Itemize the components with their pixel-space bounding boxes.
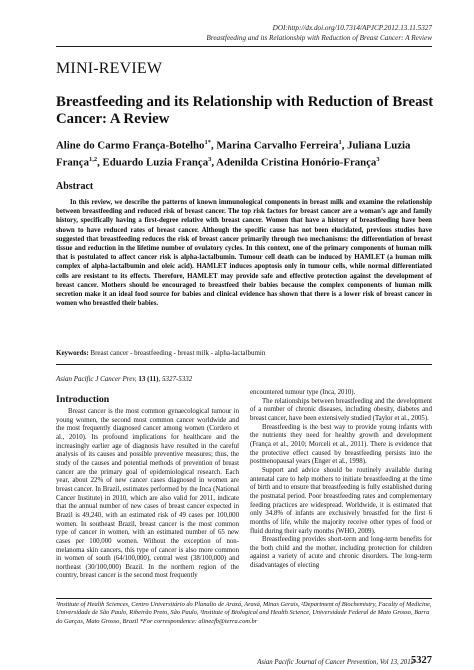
body-paragraph: Breastfeeding provides short-term and long-term benefits for the both child and the mother, including protection for children against a variety of acute and chronic disorders. The long-term disadvantages of electing xyxy=(250,536,432,570)
keywords xyxy=(56,349,432,358)
left-column xyxy=(56,408,239,581)
author-5: Adenilda Cristina Honório-França xyxy=(216,156,377,169)
citation-pages: , 5327-5332 xyxy=(158,375,193,383)
running-header xyxy=(206,24,432,43)
keywords-rule xyxy=(56,364,432,365)
body-paragraph: Breastfeeding is the best way to provide young infants with the nutrients they need for healthy growth and development (França et al., 2010; Morceli et al., 2011). There is evidence that the protective effect caused by breastfeeding persists into the postmenopausal years (Enger et al., 1998). xyxy=(250,423,432,466)
citation-volume: 13 (11) xyxy=(138,375,159,383)
author-1-affil: 1* xyxy=(204,139,211,146)
keywords-label: Keywords: xyxy=(56,349,89,357)
author-5-affil: 3 xyxy=(376,156,380,164)
citation-journal: Asian Pacific J Cancer Prev, xyxy=(56,375,137,383)
body-paragraph: Support and advice should be routinely available during antenatal care to help mothers to initiate breastfeeding at the time of birth and to ensure that breastfeeding is fully established during the postnatal period. Poor breastfeeding rates and complementary feeding practices are widespread. Worldwide, it is estimated that only 34.8% of infants are exclusively breastfed for the first 6 months of life, while the majority receive other types of food or fluid during their early months (WHO, 2009). xyxy=(250,466,432,535)
page-number: 5327 xyxy=(411,655,432,666)
author-2: Marina Carvalho Ferreira xyxy=(216,139,339,152)
author-3: Juliana Luzia França xyxy=(56,139,411,169)
doi-line[interactable]: DOI:http://dx.doi.org/10.7314/APJCP.2012.13.11.5327 xyxy=(272,24,432,32)
footer-journal: Asian Pacific Journal of Cancer Prevention, Vol 13, 2012 xyxy=(257,659,414,666)
body-paragraph: Breast cancer is the most common gynaecological tumour in young women, the second most common cancer worldwide and the most frequently diagnosed cancer among women (Cordero et al., 2010). Its profound implications for healthcare and the increasingly earlier age of diagnosis have resulted in the careful analysis of its causes and possible preventive measures; thus, the study of the causes and potential methods of prevention of breast cancer are the primary goal of epidemiological research. Each year, about 22% of new cancer cases diagnosed in women are breast cancer. In Brazil, estimates performed by the Inca (National Cancer Institute) in 2010, which are also valid for 2011, indicate that the annual number of new cases of breast cancer expected in Brazil is 49,240, with an estimated risk of 49 cases per 100,000 women. In southeast Brazil, breast cancer is the most common type of cancer in women, with an estimated number of 65 new cases per 100,000 women. Without the exception of non-melanoma skin cancers, this type of cancer is also more common in women of south (64/100,000), central west (38/100,000) and northeast (30/100,000) Brazil. In the northern region of the country, breast cancer is the second most frequently xyxy=(56,408,239,580)
paper-title: Breastfeeding and its Relationship with Reduction of Breast Cancer: A Review xyxy=(56,94,434,127)
header-rule xyxy=(56,46,432,47)
author-list: Aline do Carmo França-Botelho$^{1*}$, Marina Carvalho Ferreira$^1$, Juliana Luzia França$^{1,2}$, Eduardo Luzia França$^3$, Adenilda Cristina Honório-França$^3$ xyxy=(56,139,411,169)
footnote-rule xyxy=(56,598,432,599)
running-title: Breastfeeding and its Relationship with Reduction of Breast Cancer: A Review xyxy=(206,33,432,42)
abstract-heading: Abstract xyxy=(56,181,94,192)
body-paragraph: encountered tumour type (Inca, 2010). xyxy=(250,389,356,396)
keywords-list: Breast cancer - breastfeeding - breast milk - alpha-lactalbumin xyxy=(90,349,266,357)
body-paragraph: The relationships between breastfeeding and the development of a number of chronic diseases, including obesity, diabetes and breast cancer, have been extensively studied (Taylor et al., 2005). xyxy=(250,397,432,422)
author-1: Aline do Carmo França-Botelho xyxy=(56,139,205,152)
author-4: Eduardo Luzia França xyxy=(102,156,209,169)
author-4-affil: 3 xyxy=(208,156,212,164)
introduction-heading: Introduction xyxy=(56,394,110,405)
section-label: MINI-REVIEW xyxy=(56,60,163,77)
abstract-text: In this review, we describe the patterns of known immunological components in breast milk and examine the relationship between breastfeeding and reduced risk of breast cancer. The top risk factors for breast cancer are a woman’s age and family history, specifically having a first-degree relative with breast cancer. Women that have a history of breastfeeding have been shown to have reduced rates of breast cancer. Although the specific cause has not been elucidated, previous studies have suggested that breastfeeding reduces the risk of breast cancer primarily through two mechanisms: the differentiation of breast tissue and reduction in the lifetime number of ovulatory cycles. In this context, one of the primary components of human milk that is postulated to affect cancer risk is alpha-lactalbumin. Tumour cell death can be induced by HAMLET (a human milk complex of alpha-lactalbumin and oleic acid). HAMLET induces apoptosis only in tumour cells, while normal differentiated cells are resistant to its effects. Therefore, HAMLET may provide safe and effective protection against the development of breast cancer. Mothers should be encouraged to breastfeed their babies because the complex components of human milk secretion make it an ideal food source for babies and clinical evidence has shown that there is a lower risk of breast cancer in women who breastfed their babies. xyxy=(56,199,432,308)
citation-line xyxy=(56,375,192,383)
author-3-affil: 1,2 xyxy=(88,156,98,164)
affiliation-footnote: ¹Institute of Health Sciences, Centro Universitário do Planalto de Araxá, Araxá, Minas Gerais, ²Department of Biochemistry, Faculty of Medicine, Universidade de São Paulo, Ribeirão Preto, São Paulo, ³Institute of Biological and Health Science, Universidade Federal de Mato Grosso, Barra do Garças, Mato Grosso, Brazil *For correspondence: alinecfb@terra.com.br xyxy=(56,601,432,625)
author-2-affil: 1 xyxy=(338,139,342,146)
right-column xyxy=(250,389,432,571)
